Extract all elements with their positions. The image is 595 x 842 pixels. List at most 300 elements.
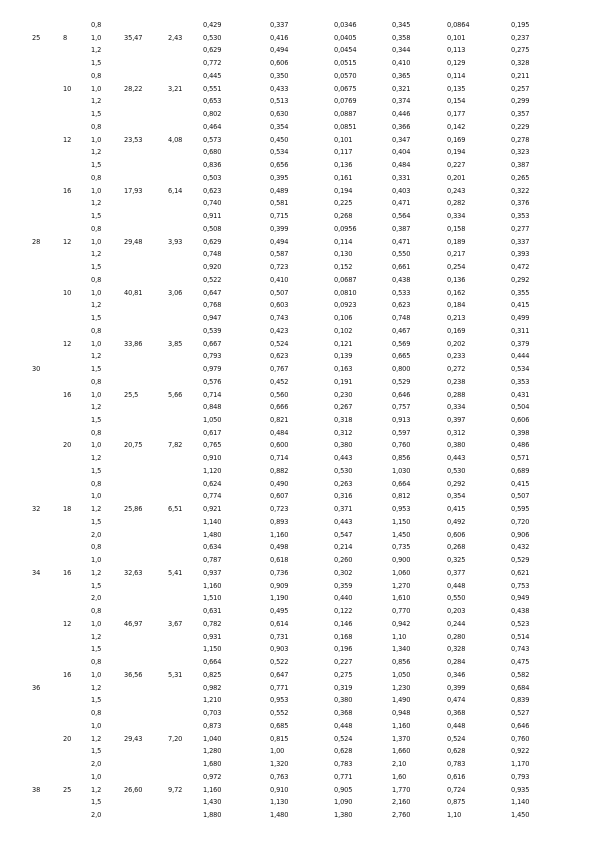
cell-b: 10 (63, 288, 72, 297)
cell-value: 0,646 (511, 721, 530, 730)
cell-k: 1,5 (91, 747, 102, 756)
cell-value: 0,244 (447, 619, 466, 628)
cell-value: 0,0851 (334, 122, 357, 131)
cell-k: 1,0 (91, 492, 102, 501)
cell-k: 1,0 (91, 556, 102, 565)
cell-value: 0,292 (447, 479, 466, 488)
cell-value: 0,377 (447, 568, 466, 577)
cell-value: 0,350 (270, 71, 289, 80)
cell-value: 0,438 (392, 275, 411, 284)
cell-value: 0,415 (511, 301, 530, 310)
cell-d: 2,43 (168, 33, 183, 42)
cell-value: 0,629 (203, 237, 222, 246)
cell-value: 0,345 (392, 21, 411, 29)
cell-value: 1,140 (203, 517, 222, 526)
cell-d: 5,66 (168, 390, 183, 399)
cell-value: 0,380 (447, 441, 466, 450)
cell-value: 0,142 (447, 122, 466, 131)
cell-value: 0,774 (203, 492, 222, 501)
cell-value: 0,410 (392, 59, 411, 68)
cell-value: 0,357 (511, 110, 530, 119)
cell-value: 0,494 (270, 46, 289, 55)
cell-b: 16 (63, 186, 72, 195)
cell-value: 0,920 (203, 263, 222, 272)
cell-value: 0,767 (270, 365, 289, 374)
cell-h: 34 (32, 568, 41, 577)
cell-value: 0,163 (334, 365, 353, 374)
cell-value: 0,606 (270, 59, 289, 68)
cell-value: 0,354 (447, 492, 466, 501)
cell-value: 0,621 (511, 568, 530, 577)
cell-value: 0,135 (447, 84, 466, 93)
cell-value: 0,787 (203, 556, 222, 565)
cell-value: 1,160 (203, 785, 222, 794)
cell-k: 1,0 (91, 441, 102, 450)
cell-value: 0,534 (511, 365, 530, 374)
cell-value: 0,953 (392, 505, 411, 514)
cell-k: 1,0 (91, 670, 102, 679)
cell-value: 0,292 (511, 275, 530, 284)
cell-value: 0,472 (511, 263, 530, 272)
cell-value: 0,154 (447, 97, 466, 106)
cell-k: 1,5 (91, 696, 102, 705)
cell-value: 0,948 (392, 709, 411, 718)
cell-value: 1,160 (392, 721, 411, 730)
cell-value: 0,217 (447, 250, 466, 259)
cell-value: 0,448 (447, 721, 466, 730)
cell-value: 0,213 (447, 314, 466, 323)
cell-value: 0,631 (203, 607, 222, 616)
cell-value: 0,312 (334, 428, 353, 437)
cell-value: 0,374 (392, 97, 411, 106)
cell-value: 0,136 (334, 161, 353, 170)
cell-value: 0,772 (203, 59, 222, 68)
cell-c: 25,86 (124, 505, 143, 514)
cell-value: 0,793 (203, 352, 222, 361)
cell-d: 3,06 (168, 288, 183, 297)
cell-value: 0,949 (511, 594, 530, 603)
cell-value: 0,495 (270, 607, 289, 616)
cell-value: 0,714 (203, 390, 222, 399)
cell-value: 1,10 (392, 632, 407, 641)
cell-k: 1,0 (91, 619, 102, 628)
cell-value: 0,815 (270, 734, 289, 743)
cell-value: 0,900 (392, 556, 411, 565)
cell-value: 0,334 (447, 403, 466, 412)
cell-value: 0,130 (334, 250, 353, 259)
cell-value: 1,230 (392, 683, 411, 692)
cell-value: 0,748 (203, 250, 222, 259)
cell-b: 8 (63, 33, 68, 42)
cell-value: 0,529 (392, 377, 411, 386)
cell-value: 0,359 (334, 581, 353, 590)
cell-value: 0,550 (447, 594, 466, 603)
cell-value: 2,760 (392, 811, 411, 819)
cell-value: 0,263 (334, 479, 353, 488)
cell-value: 0,656 (270, 161, 289, 170)
cell-d: 3,67 (168, 619, 183, 628)
cell-value: 0,440 (334, 594, 353, 603)
cell-value: 0,299 (511, 97, 530, 106)
cell-value: 0,623 (270, 352, 289, 361)
cell-h: 30 (32, 365, 41, 374)
cell-value: 0,337 (511, 237, 530, 246)
cell-value: 0,812 (392, 492, 411, 501)
cell-d: 6,51 (168, 505, 183, 514)
cell-value: 0,450 (270, 135, 289, 144)
cell-value: 0,146 (334, 619, 353, 628)
cell-k: 1,5 (91, 466, 102, 475)
cell-value: 0,194 (447, 148, 466, 157)
cell-value: 0,464 (203, 122, 222, 131)
cell-value: 0,368 (334, 709, 353, 718)
cell-value: 0,376 (511, 199, 530, 208)
cell-k: 0,8 (91, 122, 102, 131)
cell-value: 0,0346 (334, 21, 357, 29)
cell-value: 0,122 (334, 607, 353, 616)
cell-value: 0,471 (392, 237, 411, 246)
cell-value: 0,498 (270, 543, 289, 552)
cell-c: 32,63 (124, 568, 143, 577)
cell-value: 0,284 (447, 658, 466, 667)
cell-k: 1,0 (91, 339, 102, 348)
cell-k: 2,0 (91, 530, 102, 539)
cell-value: 0,825 (203, 670, 222, 679)
cell-value: 0,346 (447, 670, 466, 679)
cell-value: 0,484 (392, 161, 411, 170)
cell-d: 5,31 (168, 670, 183, 679)
cell-value: 0,129 (447, 59, 466, 68)
cell-value: 0,489 (270, 186, 289, 195)
cell-value: 0,113 (447, 46, 466, 55)
cell-value: 0,606 (447, 530, 466, 539)
cell-value: 0,277 (511, 224, 530, 233)
cell-value: 0,280 (447, 632, 466, 641)
cell-value: 0,194 (334, 186, 353, 195)
cell-b: 12 (63, 339, 72, 348)
cell-value: 0,254 (447, 263, 466, 272)
cell-value: 0,257 (511, 84, 530, 93)
cell-value: 0,634 (203, 543, 222, 552)
cell-k: 1,5 (91, 212, 102, 221)
cell-value: 0,432 (511, 543, 530, 552)
cell-value: 0,628 (334, 747, 353, 756)
cell-value: 0,893 (270, 517, 289, 526)
cell-value: 1,150 (203, 645, 222, 654)
cell-value: 0,106 (334, 314, 353, 323)
cell-value: 0,331 (392, 173, 411, 182)
cell-h: 32 (32, 505, 41, 514)
cell-k: 1,2 (91, 301, 102, 310)
cell-value: 0,0956 (334, 224, 357, 233)
cell-value: 0,380 (334, 441, 353, 450)
cell-value: 0,685 (270, 721, 289, 730)
cell-k: 1,0 (91, 135, 102, 144)
cell-value: 0,429 (203, 21, 222, 29)
cell-value: 0,102 (334, 326, 353, 335)
cell-value: 0,366 (392, 122, 411, 131)
cell-value: 0,379 (511, 339, 530, 348)
cell-h: 36 (32, 683, 41, 692)
cell-value: 1,320 (270, 760, 289, 769)
cell-value: 1,450 (392, 530, 411, 539)
cell-value: 1,510 (203, 594, 222, 603)
cell-value: 0,522 (203, 275, 222, 284)
cell-b: 18 (63, 505, 72, 514)
cell-c: 33,86 (124, 339, 143, 348)
cell-value: 0,328 (447, 645, 466, 654)
cell-c: 29,43 (124, 734, 143, 743)
cell-k: 1,2 (91, 683, 102, 692)
cell-value: 0,355 (511, 288, 530, 297)
cell-value: 1,60 (392, 772, 407, 781)
cell-value: 0,753 (511, 581, 530, 590)
cell-value: 0,490 (270, 479, 289, 488)
cell-k: 1,2 (91, 454, 102, 463)
cell-value: 0,821 (270, 416, 289, 424)
cell-value: 0,664 (203, 658, 222, 667)
cell-value: 0,0570 (334, 71, 357, 80)
cell-c: 17,93 (124, 186, 143, 195)
cell-value: 0,724 (447, 785, 466, 794)
cell-value: 0,444 (511, 352, 530, 361)
cell-value: 0,972 (203, 772, 222, 781)
cell-value: 0,202 (447, 339, 466, 348)
cell-value: 0,527 (511, 709, 530, 718)
cell-value: 0,582 (511, 670, 530, 679)
cell-value: 0,839 (511, 696, 530, 705)
cell-value: 0,443 (447, 454, 466, 463)
cell-k: 1,2 (91, 199, 102, 208)
cell-d: 5,41 (168, 568, 183, 577)
cell-value: 0,665 (392, 352, 411, 361)
cell-k: 0,8 (91, 326, 102, 335)
cell-value: 1,10 (447, 811, 462, 819)
cell-value: 0,922 (511, 747, 530, 756)
cell-b: 20 (63, 734, 72, 743)
cell-value: 0,623 (203, 186, 222, 195)
cell-c: 25,5 (124, 390, 139, 399)
cell-value: 1,120 (203, 466, 222, 475)
cell-value: 0,714 (270, 454, 289, 463)
cell-value: 0,539 (203, 326, 222, 335)
cell-k: 1,0 (91, 237, 102, 246)
cell-value: 0,770 (392, 607, 411, 616)
cell-value: 0,484 (270, 428, 289, 437)
cell-value: 0,169 (447, 326, 466, 335)
cell-value: 0,318 (334, 416, 353, 424)
cell-value: 0,354 (270, 122, 289, 131)
cell-value: 0,935 (511, 785, 530, 794)
cell-value: 0,689 (511, 466, 530, 475)
cell-value: 0,667 (203, 339, 222, 348)
cell-value: 1,490 (392, 696, 411, 705)
cell-k: 1,5 (91, 263, 102, 272)
cell-value: 0,873 (203, 721, 222, 730)
cell-value: 1,160 (203, 581, 222, 590)
cell-value: 0,740 (203, 199, 222, 208)
cell-value: 0,595 (511, 505, 530, 514)
cell-k: 1,5 (91, 59, 102, 68)
cell-value: 1,140 (511, 798, 530, 807)
cell-value: 0,910 (203, 454, 222, 463)
cell-value: 0,875 (447, 798, 466, 807)
cell-value: 0,800 (392, 365, 411, 374)
cell-k: 1,2 (91, 568, 102, 577)
cell-k: 0,8 (91, 709, 102, 718)
cell-b: 10 (63, 84, 72, 93)
cell-value: 0,507 (270, 288, 289, 297)
cell-value: 1,430 (203, 798, 222, 807)
cell-c: 23,53 (124, 135, 143, 144)
cell-value: 0,513 (270, 97, 289, 106)
cell-value: 0,534 (270, 148, 289, 157)
cell-value: 0,508 (203, 224, 222, 233)
cell-value: 0,415 (511, 479, 530, 488)
cell-value: 0,353 (511, 212, 530, 221)
cell-k: 1,2 (91, 403, 102, 412)
cell-value: 0,507 (511, 492, 530, 501)
cell-k: 0,8 (91, 479, 102, 488)
cell-value: 0,229 (511, 122, 530, 131)
cell-value: 0,398 (511, 428, 530, 437)
cell-value: 0,225 (334, 199, 353, 208)
cell-c: 26,60 (124, 785, 143, 794)
cell-value: 0,0923 (334, 301, 357, 310)
cell-k: 1,5 (91, 517, 102, 526)
cell-value: 1,030 (392, 466, 411, 475)
cell-value: 0,397 (447, 416, 466, 424)
cell-value: 0,560 (270, 390, 289, 399)
cell-k: 1,5 (91, 365, 102, 374)
cell-value: 1,480 (270, 811, 289, 819)
cell-value: 0,334 (447, 212, 466, 221)
cell-value: 0,139 (334, 352, 353, 361)
cell-value: 0,529 (511, 556, 530, 565)
cell-value: 1,880 (203, 811, 222, 819)
cell-k: 1,0 (91, 84, 102, 93)
cell-value: 0,629 (203, 46, 222, 55)
cell-value: 0,979 (203, 365, 222, 374)
cell-value: 1,040 (203, 734, 222, 743)
cell-value: 0,486 (511, 441, 530, 450)
cell-value: 0,0769 (334, 97, 357, 106)
cell-value: 0,191 (334, 377, 353, 386)
cell-value: 0,316 (334, 492, 353, 501)
cell-value: 1,050 (392, 670, 411, 679)
cell-value: 0,848 (203, 403, 222, 412)
cell-value: 1,610 (392, 594, 411, 603)
cell-value: 0,624 (203, 479, 222, 488)
cell-value: 0,416 (270, 33, 289, 42)
cell-value: 0,748 (392, 314, 411, 323)
cell-b: 20 (63, 441, 72, 450)
cell-value: 0,614 (270, 619, 289, 628)
cell-k: 1,0 (91, 186, 102, 195)
cell-value: 0,856 (392, 658, 411, 667)
cell-c: 35,47 (124, 33, 143, 42)
cell-value: 0,201 (447, 173, 466, 182)
cell-value: 0,227 (447, 161, 466, 170)
cell-value: 0,344 (392, 46, 411, 55)
cell-value: 0,203 (447, 607, 466, 616)
cell-value: 0,616 (447, 772, 466, 781)
cell-value: 0,433 (270, 84, 289, 93)
cell-value: 0,768 (203, 301, 222, 310)
cell-value: 0,524 (334, 734, 353, 743)
cell-c: 29,48 (124, 237, 143, 246)
cell-value: 0,337 (270, 21, 289, 29)
cell-value: 0,942 (392, 619, 411, 628)
cell-value: 0,937 (203, 568, 222, 577)
cell-value: 0,423 (270, 326, 289, 335)
cell-value: 1,170 (511, 760, 530, 769)
cell-value: 0,736 (270, 568, 289, 577)
cell-k: 1,0 (91, 721, 102, 730)
cell-value: 0,121 (334, 339, 353, 348)
cell-value: 1,00 (270, 747, 285, 756)
cell-value: 0,227 (334, 658, 353, 667)
cell-b: 16 (63, 670, 72, 679)
cell-value: 0,399 (447, 683, 466, 692)
cell-value: 0,387 (511, 161, 530, 170)
cell-value: 0,661 (392, 263, 411, 272)
cell-k: 1,5 (91, 581, 102, 590)
cell-k: 0,8 (91, 658, 102, 667)
cell-k: 1,5 (91, 798, 102, 807)
cell-value: 0,856 (392, 454, 411, 463)
cell-value: 0,882 (270, 466, 289, 475)
cell-value: 0,723 (270, 263, 289, 272)
cell-k: 1,2 (91, 250, 102, 259)
cell-value: 0,921 (203, 505, 222, 514)
cell-c: 46,97 (124, 619, 143, 628)
cell-value: 0,445 (203, 71, 222, 80)
cell-value: 0,600 (270, 441, 289, 450)
cell-value: 0,322 (511, 186, 530, 195)
cell-value: 1,050 (203, 416, 222, 424)
cell-k: 1,0 (91, 33, 102, 42)
cell-value: 0,911 (203, 212, 222, 221)
cell-value: 0,443 (334, 454, 353, 463)
cell-value: 0,703 (203, 709, 222, 718)
cell-k: 1,2 (91, 148, 102, 157)
cell-value: 0,982 (203, 683, 222, 692)
cell-value: 0,474 (447, 696, 466, 705)
cell-value: 0,680 (203, 148, 222, 157)
cell-value: 0,237 (511, 33, 530, 42)
cell-value: 0,910 (270, 785, 289, 794)
cell-value: 1,130 (270, 798, 289, 807)
cell-value: 0,522 (270, 658, 289, 667)
cell-value: 0,530 (447, 466, 466, 475)
cell-k: 1,2 (91, 97, 102, 106)
cell-b: 12 (63, 135, 72, 144)
cell-value: 0,214 (334, 543, 353, 552)
cell-k: 1,5 (91, 161, 102, 170)
cell-value: 0,452 (270, 377, 289, 386)
cell-k: 1,2 (91, 632, 102, 641)
cell-value: 1,060 (392, 568, 411, 577)
cell-value: 0,438 (511, 607, 530, 616)
cell-value: 0,328 (511, 59, 530, 68)
cell-b: 16 (63, 390, 72, 399)
cell-k: 0,8 (91, 543, 102, 552)
cell-value: 0,196 (334, 645, 353, 654)
cell-b: 12 (63, 619, 72, 628)
cell-value: 0,168 (334, 632, 353, 641)
cell-d: 9,72 (168, 785, 183, 794)
